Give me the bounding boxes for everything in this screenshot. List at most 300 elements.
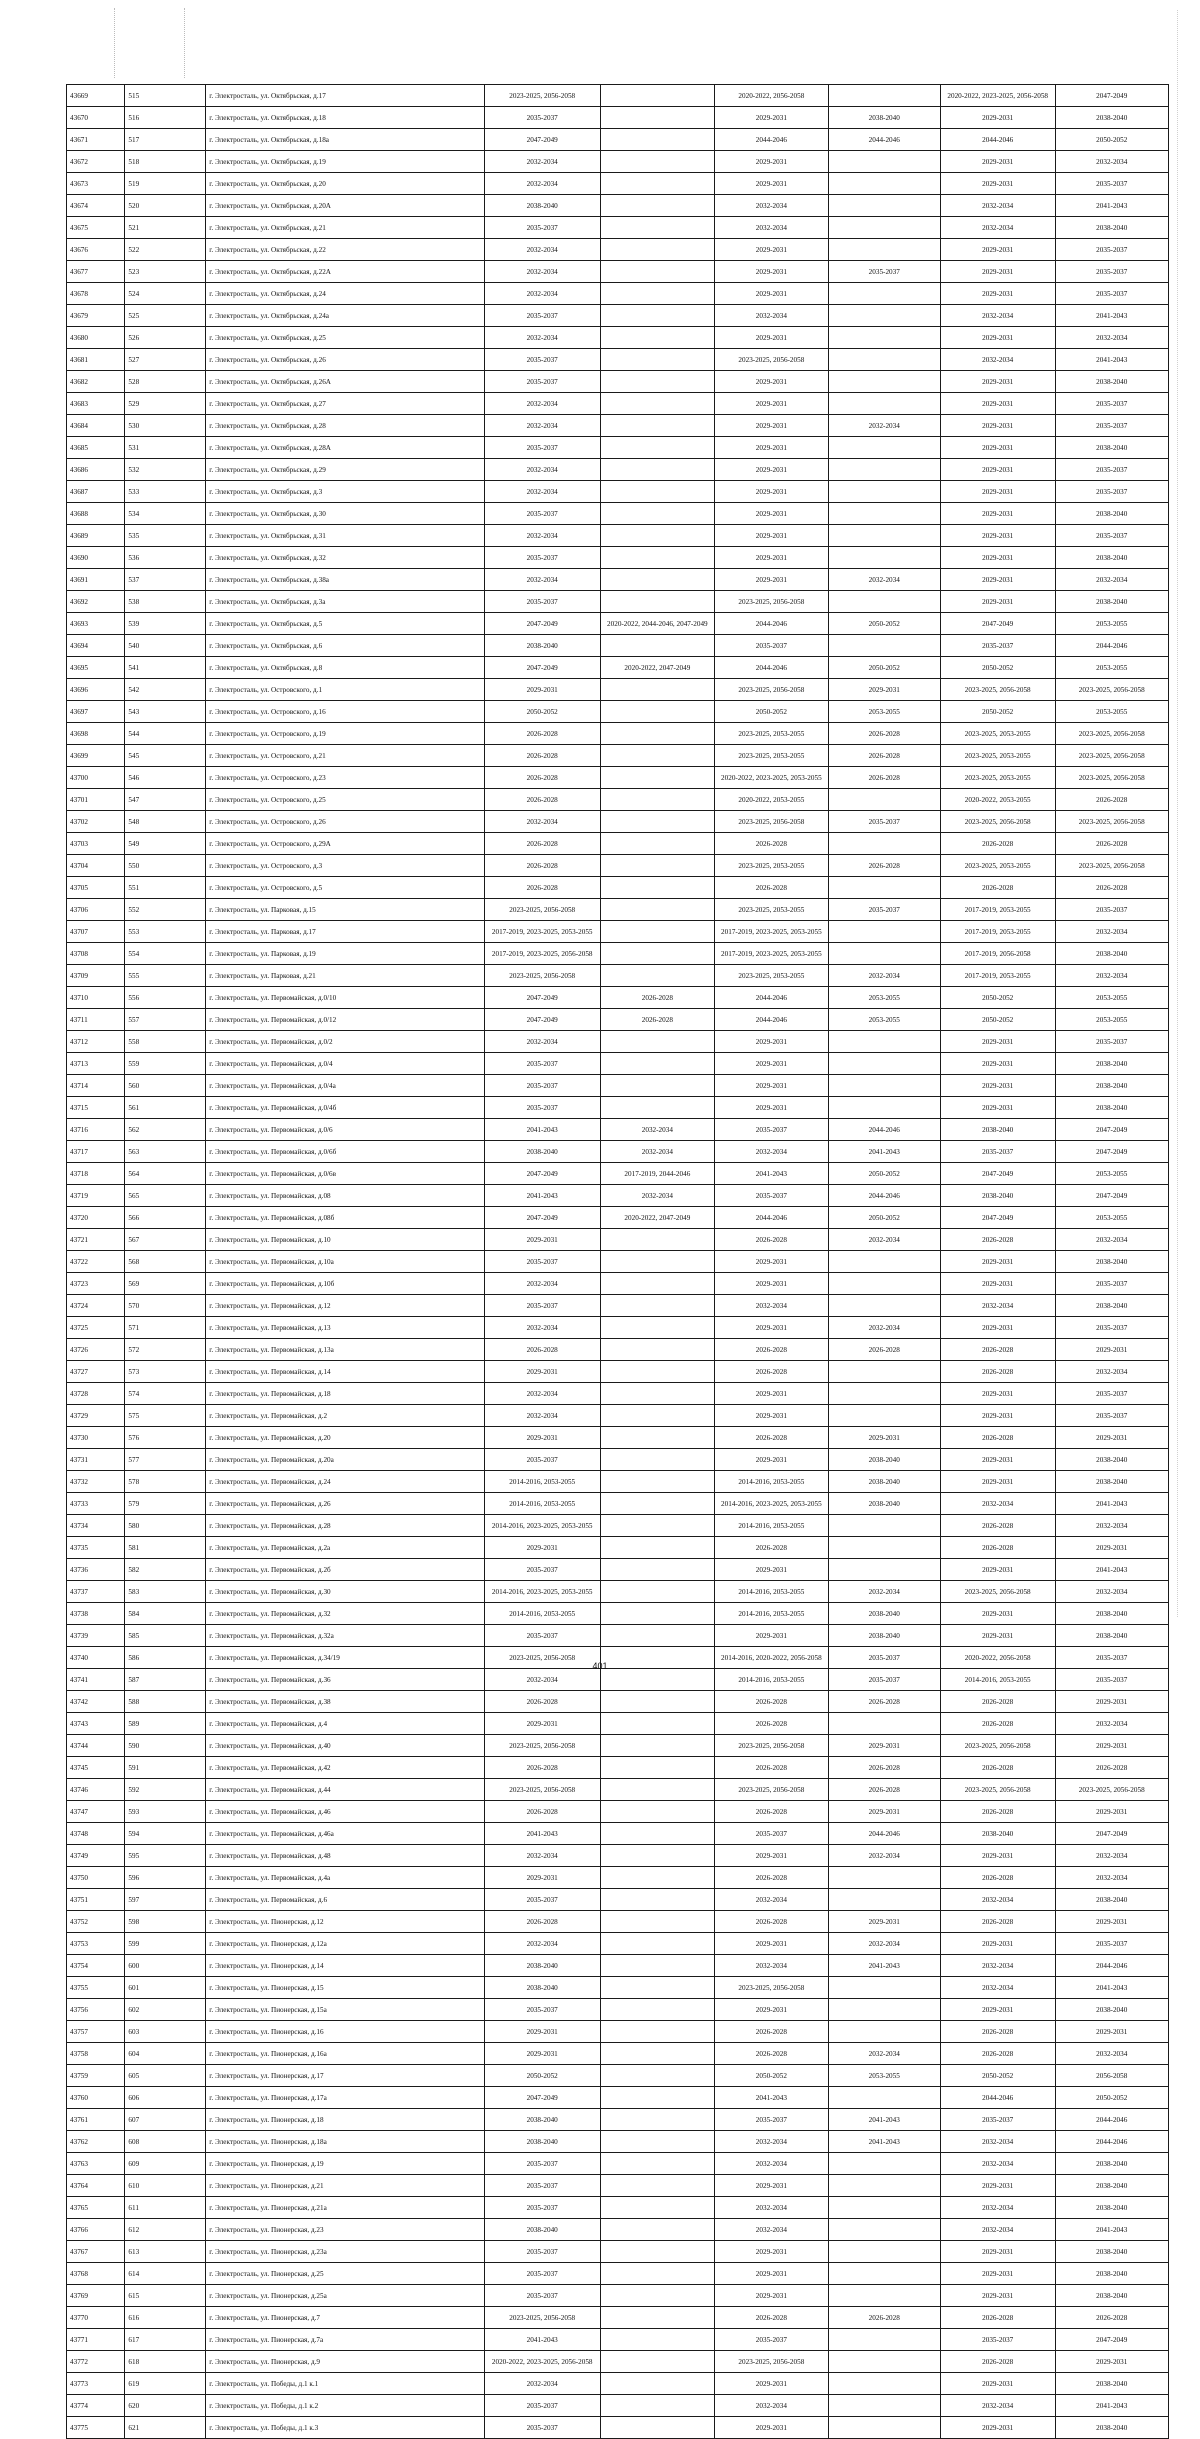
table-row <box>67 679 1169 701</box>
address-cell: г. Электросталь, ул. Первомайская, д.48 <box>206 1845 485 1867</box>
table-row <box>67 2417 1169 2439</box>
period-cell: 2023-2025, 2056-2058 <box>1055 745 1169 767</box>
number-cell: 606 <box>125 2087 206 2109</box>
period-cell: 2035-2037 <box>715 635 828 657</box>
period-cell <box>600 1779 715 1801</box>
period-cell <box>600 2351 715 2373</box>
table-row <box>67 371 1169 393</box>
number-cell: 610 <box>125 2175 206 2197</box>
number-cell: 561 <box>125 1097 206 1119</box>
period-cell: 2029-2031 <box>715 107 828 129</box>
number-cell: 580 <box>125 1515 206 1537</box>
period-cell: 2032-2034 <box>484 393 600 415</box>
period-cell: 2029-2031 <box>715 1383 828 1405</box>
period-cell: 2047-2049 <box>484 657 600 679</box>
period-cell: 2032-2034 <box>484 811 600 833</box>
record-id-cell: 43691 <box>67 569 125 591</box>
period-cell: 2035-2037 <box>484 1889 600 1911</box>
period-cell <box>828 217 940 239</box>
period-cell: 2029-2031 <box>715 1933 828 1955</box>
address-cell: г. Электросталь, ул. Октябрьская, д.38а <box>206 569 485 591</box>
period-cell: 2029-2031 <box>715 1273 828 1295</box>
table-row <box>67 1361 1169 1383</box>
address-cell: г. Электросталь, ул. Первомайская, д.42 <box>206 1757 485 1779</box>
address-cell: г. Электросталь, ул. Пионерская, д.17 <box>206 2065 485 2087</box>
table-row <box>67 2351 1169 2373</box>
address-cell: г. Электросталь, ул. Первомайская, д.46 <box>206 1801 485 1823</box>
period-cell: 2029-2031 <box>715 437 828 459</box>
table-row <box>67 85 1169 107</box>
period-cell: 2029-2031 <box>828 1911 940 1933</box>
period-cell: 2026-2028 <box>484 833 600 855</box>
address-cell: г. Электросталь, ул. Пионерская, д.7а <box>206 2329 485 2351</box>
number-cell: 552 <box>125 899 206 921</box>
period-cell: 2041-2043 <box>1055 1977 1169 1999</box>
record-id-cell: 43764 <box>67 2175 125 2197</box>
period-cell: 2029-2031 <box>940 1273 1055 1295</box>
period-cell <box>828 2021 940 2043</box>
period-cell <box>600 943 715 965</box>
period-cell: 2038-2040 <box>828 107 940 129</box>
period-cell <box>600 2153 715 2175</box>
period-cell: 2029-2031 <box>940 371 1055 393</box>
address-cell: г. Электросталь, ул. Октябрьская, д.18 <box>206 107 485 129</box>
address-cell: г. Электросталь, ул. Первомайская, д.0/6в <box>206 1163 485 1185</box>
period-cell: 2029-2031 <box>715 239 828 261</box>
period-cell: 2029-2031 <box>715 1625 828 1647</box>
period-cell: 2029-2031 <box>940 1449 1055 1471</box>
period-cell: 2029-2031 <box>715 1053 828 1075</box>
period-cell: 2026-2028 <box>484 789 600 811</box>
address-cell: г. Электросталь, ул. Первомайская, д.18 <box>206 1383 485 1405</box>
period-cell: 2032-2034 <box>484 1405 600 1427</box>
period-cell: 2032-2034 <box>484 525 600 547</box>
period-cell: 2032-2034 <box>828 569 940 591</box>
table-row <box>67 1735 1169 1757</box>
period-cell: 2038-2040 <box>1055 2153 1169 2175</box>
period-cell: 2032-2034 <box>940 1955 1055 1977</box>
period-cell: 2029-2031 <box>1055 1911 1169 1933</box>
period-cell: 2050-2052 <box>1055 2087 1169 2109</box>
period-cell <box>828 2175 940 2197</box>
number-cell: 615 <box>125 2285 206 2307</box>
record-id-cell: 43775 <box>67 2417 125 2439</box>
period-cell: 2026-2028 <box>940 1515 1055 1537</box>
table-row <box>67 195 1169 217</box>
period-cell: 2026-2028 <box>484 877 600 899</box>
period-cell: 2032-2034 <box>940 2395 1055 2417</box>
period-cell <box>600 1581 715 1603</box>
period-cell <box>828 2395 940 2417</box>
period-cell: 2023-2025, 2056-2058 <box>1055 811 1169 833</box>
period-cell <box>600 855 715 877</box>
record-id-cell: 43700 <box>67 767 125 789</box>
address-cell: г. Электросталь, ул. Октябрьская, д.26 <box>206 349 485 371</box>
period-cell: 2035-2037 <box>828 261 940 283</box>
number-cell: 547 <box>125 789 206 811</box>
table-row <box>67 1977 1169 1999</box>
period-cell: 2026-2028 <box>600 1009 715 1031</box>
period-cell: 2029-2031 <box>940 107 1055 129</box>
period-cell: 2050-2052 <box>940 987 1055 1009</box>
period-cell: 2023-2025, 2056-2058 <box>940 811 1055 833</box>
period-cell: 2041-2043 <box>484 1823 600 1845</box>
record-id-cell: 43744 <box>67 1735 125 1757</box>
period-cell: 2035-2037 <box>484 1559 600 1581</box>
table-row <box>67 2175 1169 2197</box>
record-id-cell: 43738 <box>67 1603 125 1625</box>
period-cell <box>600 1823 715 1845</box>
record-id-cell: 43736 <box>67 1559 125 1581</box>
number-cell: 589 <box>125 1713 206 1735</box>
period-cell <box>600 1515 715 1537</box>
period-cell <box>600 1537 715 1559</box>
period-cell <box>600 1229 715 1251</box>
period-cell <box>600 1889 715 1911</box>
address-cell: г. Электросталь, ул. Победы, д.1 к.2 <box>206 2395 485 2417</box>
period-cell: 2050-2052 <box>828 613 940 635</box>
period-cell: 2017-2019, 2053-2055 <box>940 921 1055 943</box>
period-cell: 2026-2028 <box>715 1427 828 1449</box>
table-row <box>67 1119 1169 1141</box>
record-id-cell: 43704 <box>67 855 125 877</box>
period-cell: 2029-2031 <box>484 2043 600 2065</box>
period-cell: 2041-2043 <box>828 1141 940 1163</box>
period-cell: 2017-2019, 2053-2055 <box>940 965 1055 987</box>
period-cell: 2014-2016, 2053-2055 <box>940 1669 1055 1691</box>
period-cell <box>828 2417 940 2439</box>
record-id-cell: 43769 <box>67 2285 125 2307</box>
period-cell <box>828 459 940 481</box>
period-cell: 2044-2046 <box>828 1823 940 1845</box>
period-cell <box>828 2219 940 2241</box>
period-cell: 2023-2025, 2056-2058 <box>715 1779 828 1801</box>
table-row <box>67 723 1169 745</box>
period-cell: 2014-2016, 2053-2055 <box>484 1471 600 1493</box>
period-cell: 2020-2022, 2056-2058 <box>940 1647 1055 1669</box>
period-cell: 2014-2016, 2053-2055 <box>715 1515 828 1537</box>
table-row <box>67 1207 1169 1229</box>
period-cell: 2032-2034 <box>940 2131 1055 2153</box>
period-cell: 2047-2049 <box>484 987 600 1009</box>
number-cell: 597 <box>125 1889 206 1911</box>
period-cell <box>600 2109 715 2131</box>
table-row <box>67 437 1169 459</box>
period-cell: 2029-2031 <box>940 1559 1055 1581</box>
period-cell: 2041-2043 <box>1055 2219 1169 2241</box>
period-cell: 2032-2034 <box>828 2043 940 2065</box>
period-cell: 2038-2040 <box>484 2109 600 2131</box>
period-cell: 2035-2037 <box>484 1053 600 1075</box>
period-cell: 2044-2046 <box>715 1009 828 1031</box>
period-cell <box>600 1845 715 1867</box>
period-cell: 2050-2052 <box>1055 129 1169 151</box>
period-cell <box>600 261 715 283</box>
period-cell <box>600 1251 715 1273</box>
period-cell: 2026-2028 <box>715 1339 828 1361</box>
period-cell: 2032-2034 <box>484 261 600 283</box>
number-cell: 542 <box>125 679 206 701</box>
record-id-cell: 43722 <box>67 1251 125 1273</box>
period-cell <box>828 525 940 547</box>
period-cell <box>600 1669 715 1691</box>
record-id-cell: 43689 <box>67 525 125 547</box>
period-cell: 2032-2034 <box>600 1141 715 1163</box>
period-cell: 2029-2031 <box>940 1845 1055 1867</box>
period-cell: 2032-2034 <box>828 1933 940 1955</box>
address-cell: г. Электросталь, ул. Пионерская, д.14 <box>206 1955 485 1977</box>
header-divider <box>114 8 115 78</box>
period-cell: 2032-2034 <box>484 1317 600 1339</box>
address-cell: г. Электросталь, ул. Пионерская, д.18а <box>206 2131 485 2153</box>
period-cell: 2035-2037 <box>484 1097 600 1119</box>
address-cell: г. Электросталь, ул. Островского, д.25 <box>206 789 485 811</box>
period-cell: 2029-2031 <box>715 569 828 591</box>
period-cell: 2029-2031 <box>940 1405 1055 1427</box>
period-cell <box>600 1317 715 1339</box>
period-cell: 2044-2046 <box>1055 2109 1169 2131</box>
period-cell: 2035-2037 <box>484 1625 600 1647</box>
period-cell: 2032-2034 <box>1055 1515 1169 1537</box>
period-cell: 2023-2025, 2056-2058 <box>715 679 828 701</box>
period-cell: 2026-2028 <box>484 745 600 767</box>
period-cell <box>828 1295 940 1317</box>
period-cell: 2035-2037 <box>715 1185 828 1207</box>
record-id-cell: 43743 <box>67 1713 125 1735</box>
number-cell: 568 <box>125 1251 206 1273</box>
period-cell <box>828 2153 940 2175</box>
period-cell: 2029-2031 <box>940 2417 1055 2439</box>
period-cell <box>600 2043 715 2065</box>
number-cell: 570 <box>125 1295 206 1317</box>
number-cell: 583 <box>125 1581 206 1603</box>
period-cell: 2023-2025, 2056-2058 <box>715 591 828 613</box>
record-id-cell: 43683 <box>67 393 125 415</box>
period-cell: 2017-2019, 2023-2025, 2056-2058 <box>484 943 600 965</box>
table-row <box>67 1449 1169 1471</box>
record-id-cell: 43697 <box>67 701 125 723</box>
record-id-cell: 43709 <box>67 965 125 987</box>
number-cell: 611 <box>125 2197 206 2219</box>
period-cell: 2029-2031 <box>940 569 1055 591</box>
period-cell: 2035-2037 <box>940 2329 1055 2351</box>
number-cell: 596 <box>125 1867 206 1889</box>
period-cell: 2032-2034 <box>1055 1845 1169 1867</box>
period-cell: 2038-2040 <box>828 1493 940 1515</box>
period-cell: 2032-2034 <box>715 1141 828 1163</box>
address-cell: г. Электросталь, ул. Первомайская, д.44 <box>206 1779 485 1801</box>
table-row <box>67 1889 1169 1911</box>
period-cell: 2038-2040 <box>1055 1471 1169 1493</box>
period-cell <box>600 921 715 943</box>
number-cell: 539 <box>125 613 206 635</box>
period-cell <box>600 525 715 547</box>
address-cell: г. Электросталь, ул. Первомайская, д.20а <box>206 1449 485 1471</box>
record-id-cell: 43702 <box>67 811 125 833</box>
period-cell: 2038-2040 <box>1055 1449 1169 1471</box>
period-cell: 2029-2031 <box>484 1537 600 1559</box>
record-id-cell: 43745 <box>67 1757 125 1779</box>
table-row <box>67 151 1169 173</box>
record-id-cell: 43733 <box>67 1493 125 1515</box>
period-cell: 2029-2031 <box>715 327 828 349</box>
period-cell <box>600 1449 715 1471</box>
address-cell: г. Электросталь, ул. Островского, д.5 <box>206 877 485 899</box>
period-cell: 2047-2049 <box>484 1207 600 1229</box>
number-cell: 534 <box>125 503 206 525</box>
period-cell: 2023-2025, 2056-2058 <box>715 811 828 833</box>
period-cell: 2050-2052 <box>715 2065 828 2087</box>
period-cell: 2032-2034 <box>940 1493 1055 1515</box>
record-id-cell: 43699 <box>67 745 125 767</box>
number-cell: 564 <box>125 1163 206 1185</box>
period-cell: 2032-2034 <box>828 1845 940 1867</box>
period-cell: 2023-2025, 2053-2055 <box>940 745 1055 767</box>
table-row <box>67 2153 1169 2175</box>
period-cell: 2038-2040 <box>1055 2197 1169 2219</box>
record-id-cell: 43711 <box>67 1009 125 1031</box>
period-cell: 2026-2028 <box>715 2043 828 2065</box>
number-cell: 558 <box>125 1031 206 1053</box>
address-cell: г. Электросталь, ул. Пионерская, д.12 <box>206 1911 485 1933</box>
period-cell: 2053-2055 <box>828 701 940 723</box>
table-row <box>67 921 1169 943</box>
address-cell: г. Электросталь, ул. Пионерская, д.19 <box>206 2153 485 2175</box>
period-cell: 2029-2031 <box>715 1317 828 1339</box>
period-cell: 2038-2040 <box>1055 2175 1169 2197</box>
period-cell: 2029-2031 <box>715 283 828 305</box>
period-cell <box>600 1493 715 1515</box>
period-cell <box>600 1801 715 1823</box>
address-cell: г. Электросталь, ул. Первомайская, д.10а <box>206 1251 485 1273</box>
period-cell: 2029-2031 <box>940 503 1055 525</box>
address-cell: г. Электросталь, ул. Островского, д.23 <box>206 767 485 789</box>
period-cell <box>828 1713 940 1735</box>
period-cell: 2029-2031 <box>940 283 1055 305</box>
address-cell: г. Электросталь, ул. Первомайская, д.36 <box>206 1669 485 1691</box>
period-cell: 2038-2040 <box>1055 107 1169 129</box>
period-cell: 2023-2025, 2056-2058 <box>940 679 1055 701</box>
address-cell: г. Электросталь, ул. Первомайская, д.0/6б <box>206 1141 485 1163</box>
record-id-cell: 43760 <box>67 2087 125 2109</box>
record-id-cell: 43670 <box>67 107 125 129</box>
period-cell: 2026-2028 <box>940 2021 1055 2043</box>
period-cell: 2038-2040 <box>1055 943 1169 965</box>
register-table-body <box>67 85 1169 2439</box>
record-id-cell: 43671 <box>67 129 125 151</box>
number-cell: 563 <box>125 1141 206 1163</box>
period-cell <box>600 1625 715 1647</box>
period-cell: 2029-2031 <box>715 1097 828 1119</box>
table-row <box>67 1713 1169 1735</box>
period-cell: 2026-2028 <box>484 855 600 877</box>
table-row <box>67 1845 1169 1867</box>
number-cell: 587 <box>125 1669 206 1691</box>
period-cell <box>600 547 715 569</box>
period-cell: 2026-2028 <box>1055 2307 1169 2329</box>
period-cell: 2014-2016, 2053-2055 <box>715 1471 828 1493</box>
number-cell: 607 <box>125 2109 206 2131</box>
period-cell: 2041-2043 <box>715 2087 828 2109</box>
number-cell: 536 <box>125 547 206 569</box>
period-cell: 2023-2025, 2053-2055 <box>715 899 828 921</box>
period-cell <box>828 2263 940 2285</box>
period-cell: 2032-2034 <box>940 2219 1055 2241</box>
period-cell: 2047-2049 <box>484 2087 600 2109</box>
period-cell <box>828 1075 940 1097</box>
table-row <box>67 635 1169 657</box>
period-cell: 2029-2031 <box>715 261 828 283</box>
period-cell: 2041-2043 <box>828 2109 940 2131</box>
period-cell: 2032-2034 <box>484 1273 600 1295</box>
period-cell: 2029-2031 <box>940 547 1055 569</box>
record-id-cell: 43759 <box>67 2065 125 2087</box>
table-row <box>67 613 1169 635</box>
period-cell: 2047-2049 <box>1055 85 1169 107</box>
record-id-cell: 43750 <box>67 1867 125 1889</box>
table-row <box>67 1097 1169 1119</box>
period-cell <box>600 151 715 173</box>
period-cell: 2032-2034 <box>484 283 600 305</box>
period-cell: 2017-2019, 2023-2025, 2053-2055 <box>484 921 600 943</box>
period-cell: 2026-2028 <box>940 1361 1055 1383</box>
number-cell: 617 <box>125 2329 206 2351</box>
margin-rule <box>1177 10 1178 1617</box>
number-cell: 593 <box>125 1801 206 1823</box>
period-cell: 2050-2052 <box>484 2065 600 2087</box>
table-row <box>67 283 1169 305</box>
period-cell: 2032-2034 <box>940 305 1055 327</box>
address-cell: г. Электросталь, ул. Островского, д.19 <box>206 723 485 745</box>
record-id-cell: 43713 <box>67 1053 125 1075</box>
number-cell: 526 <box>125 327 206 349</box>
address-cell: г. Электросталь, ул. Первомайская, д.14 <box>206 1361 485 1383</box>
period-cell <box>828 833 940 855</box>
period-cell: 2032-2034 <box>940 2153 1055 2175</box>
number-cell: 515 <box>125 85 206 107</box>
period-cell: 2020-2022, 2023-2025, 2056-2058 <box>940 85 1055 107</box>
address-cell: г. Электросталь, ул. Октябрьская, д.22 <box>206 239 485 261</box>
period-cell: 2038-2040 <box>1055 2241 1169 2263</box>
period-cell: 2035-2037 <box>1055 1031 1169 1053</box>
period-cell: 2035-2037 <box>1055 1647 1169 1669</box>
record-id-cell: 43710 <box>67 987 125 1009</box>
period-cell <box>828 1999 940 2021</box>
table-row <box>67 2329 1169 2351</box>
period-cell <box>600 1075 715 1097</box>
number-cell: 604 <box>125 2043 206 2065</box>
record-id-cell: 43749 <box>67 1845 125 1867</box>
table-row <box>67 415 1169 437</box>
period-cell: 2035-2037 <box>484 547 600 569</box>
number-cell: 527 <box>125 349 206 371</box>
number-cell: 537 <box>125 569 206 591</box>
address-cell: г. Электросталь, ул. Победы, д.1 к.1 <box>206 2373 485 2395</box>
period-cell: 2032-2034 <box>484 239 600 261</box>
address-cell: г. Электросталь, ул. Островского, д.26 <box>206 811 485 833</box>
record-id-cell: 43706 <box>67 899 125 921</box>
address-cell: г. Электросталь, ул. Пионерская, д.17а <box>206 2087 485 2109</box>
address-cell: г. Электросталь, ул. Первомайская, д.10 <box>206 1229 485 1251</box>
record-id-cell: 43732 <box>67 1471 125 1493</box>
period-cell: 2032-2034 <box>1055 1713 1169 1735</box>
period-cell: 2029-2031 <box>715 525 828 547</box>
record-id-cell: 43672 <box>67 151 125 173</box>
period-cell: 2026-2028 <box>940 2043 1055 2065</box>
period-cell: 2026-2028 <box>940 2351 1055 2373</box>
record-id-cell: 43707 <box>67 921 125 943</box>
number-cell: 522 <box>125 239 206 261</box>
